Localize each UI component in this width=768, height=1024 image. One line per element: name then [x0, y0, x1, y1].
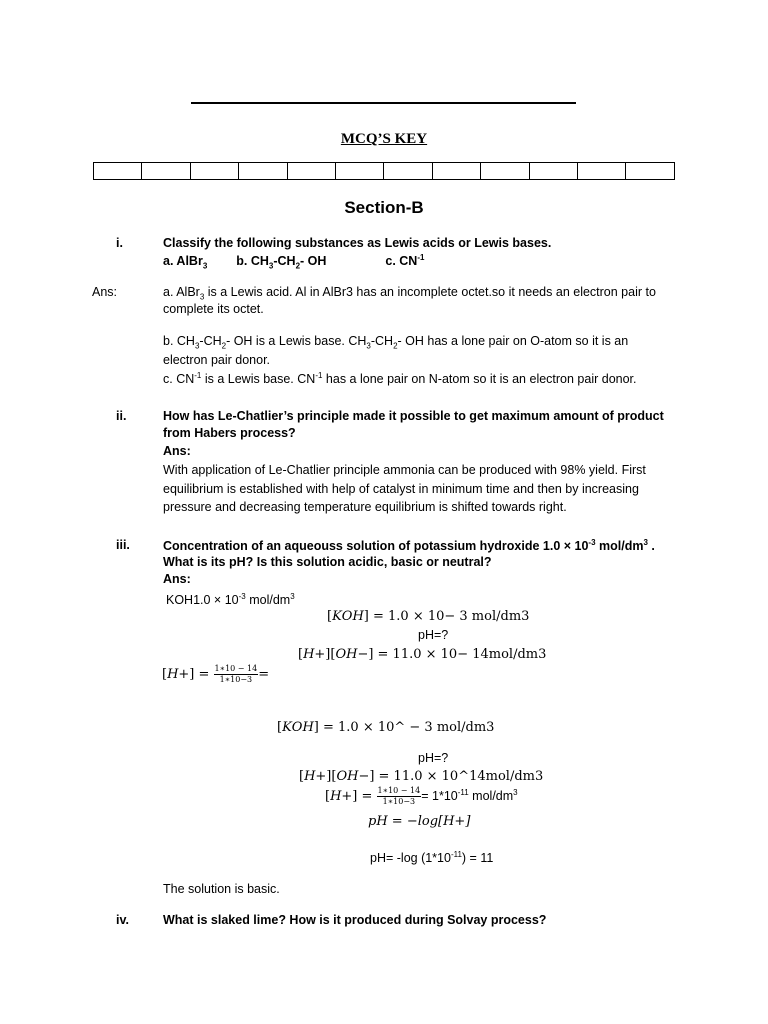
equation: [𝐻+][𝑂𝐻−] = 11.0 × 10^14mol/dm3: [299, 769, 544, 784]
ph-question: pH=?: [418, 628, 449, 642]
mcq-cell: [578, 163, 626, 180]
question-text: What is slaked lime? How is it produced during Solvay process?: [163, 913, 547, 927]
mcq-cell: [481, 163, 529, 180]
answer-label: Ans:: [163, 572, 191, 586]
question-text: Concentration of an aqueouss solution of potassium hydroxide $1.0 \times 10^{-3}$ mol/$dm^3$ .: [163, 538, 655, 554]
answer-label: Ans:: [92, 285, 118, 299]
answer-line: c. $CN^{-1}$ is a Lewis base. $CN^{-1}$ has a lone pair on N-atom so it is an electron pair donor.: [163, 371, 637, 387]
answer-line: With application of Le-Chatlier principle ammonia can be produced with 98% yield. First: [163, 463, 646, 477]
mcq-cell: [190, 163, 238, 180]
header-rule: [191, 102, 576, 104]
section-title: Section-B: [344, 198, 424, 217]
mcq-cell: [142, 163, 190, 180]
question-number: iii.: [116, 538, 130, 552]
answer-line: b. $CH_3-CH_2-$ OH is a Lewis base. $CH_3-CH_2-$ OH has a lone pair on O-atom so it is an: [163, 334, 629, 351]
mcq-cell: [336, 163, 384, 180]
ph-question: pH=?: [418, 751, 449, 765]
fraction: $\frac{1∗10 - 14}{1∗10-3}$: [377, 786, 421, 806]
mcq-cell: [239, 163, 287, 180]
question-text: from Habers process?: [163, 426, 296, 440]
ph-calculation: pH= -log $(1*10^{-11}) = 11$: [370, 850, 494, 866]
mcq-cell: [626, 163, 675, 180]
given-value: $KOH1.0 \times 10^{-3}$ mol/$dm^3$: [166, 592, 295, 608]
mcq-key-title: MCQ’S KEY: [340, 131, 428, 147]
fraction: $\frac{1∗10 - 14}{1∗10-3}$: [214, 664, 258, 684]
mcq-cell: [529, 163, 577, 180]
mcq-cell: [432, 163, 480, 180]
question-number: i.: [116, 236, 123, 250]
fraction-equation: [𝐻+] = $\frac{1∗10 - 14}{1∗10-3}$ =: [162, 664, 270, 684]
mcq-cell: [384, 163, 432, 180]
question-number: iv.: [116, 913, 129, 927]
mcq-answer-table: [93, 162, 675, 180]
answer-line: complete its octet.: [163, 302, 264, 316]
answer-line: electron pair donor.: [163, 353, 271, 367]
option-b: b. $CH_3-CH_2-$ OH: [236, 254, 327, 271]
question-text: How has Le-Chatlier’s principle made it possible to get maximum amount of product: [163, 409, 664, 423]
equation: [𝐾𝑂𝐻] = 1.0 × 10^ − 3 mol/dm3: [277, 720, 495, 735]
fraction-equation: [𝐻+] = $\frac{1∗10 - 14}{1∗10-3}$ = $1*10^{-11}$ mol/$dm^3$: [325, 786, 518, 806]
equation: [𝐾𝑂𝐻] = 1.0 × 10− 3 mol/dm3: [327, 609, 530, 624]
question-text: What is its pH? Is this solution acidic, basic or neutral?: [163, 555, 492, 569]
answer-line: a. AlBr$_3$ is a Lewis acid. Al in AlBr3 has an incomplete octet.so it needs an electron pair to: [163, 285, 656, 302]
question-options: [163, 253, 424, 271]
answer-label: Ans:: [163, 444, 191, 458]
question-text: Classify the following substances as Lewis acids or Lewis bases.: [163, 236, 552, 250]
option-c: c. $CN^{-1}$: [385, 253, 425, 269]
conclusion: The solution is basic.: [163, 882, 280, 896]
answer-line: equilibrium is established with help of catalyst in minimum time and then by increasing: [163, 482, 639, 496]
question-number: ii.: [116, 409, 127, 423]
option-a: a. AlBr$_3$: [163, 254, 208, 271]
mcq-cell: [287, 163, 335, 180]
answer-line: pressure and decreasing temperature equilibrium is shifted towards right.: [163, 500, 567, 514]
mcq-cell: [94, 163, 142, 180]
equation: 𝑝𝐻 = −𝑙𝑜𝑔[𝐻+]: [368, 814, 471, 829]
equation: [𝐻+][𝑂𝐻−] = 11.0 × 10− 14mol/dm3: [298, 647, 547, 662]
